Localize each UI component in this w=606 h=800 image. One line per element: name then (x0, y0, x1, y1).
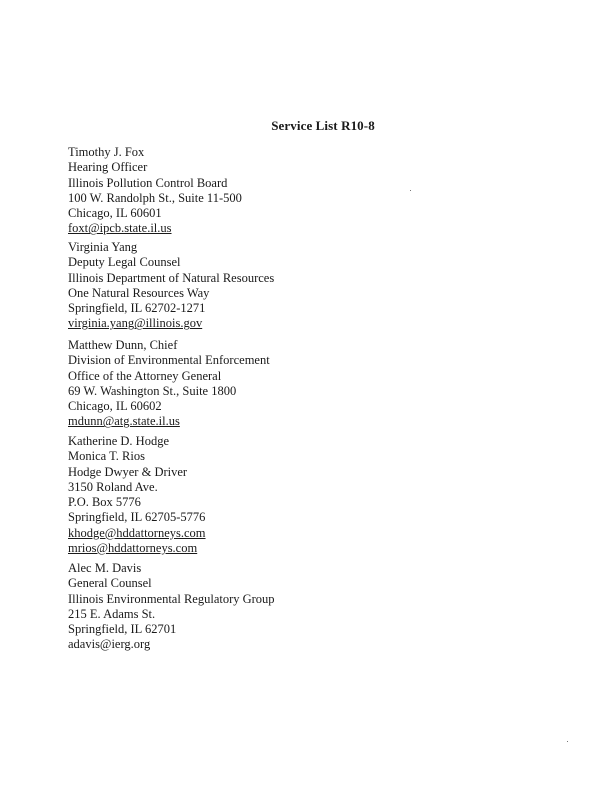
entry-line: Virginia Yang (68, 240, 138, 254)
service-entry-fox (68, 145, 428, 237)
entry-line: 215 E. Adams St. (68, 606, 156, 621)
email-text[interactable]: adavis@ierg.org (68, 637, 151, 652)
entry-line: Illinois Pollution Control Board (68, 175, 228, 190)
service-entry-yang (68, 240, 428, 332)
entry-line: Springfield, IL 62701 (68, 622, 177, 637)
entry-line: Alec M. Davis (68, 561, 142, 575)
entry-line: P.O. Box 5776 (68, 495, 141, 510)
title-text: Service List R10-8 (271, 118, 375, 133)
entry-line: Chicago, IL 60602 (68, 399, 162, 414)
service-entry-hodge (68, 434, 428, 556)
entry-line: General Counsel (68, 576, 152, 591)
email-link[interactable]: mrios@hddattorneys.com (68, 541, 198, 556)
email-link[interactable]: mdunn@atg.state.il.us (68, 414, 180, 429)
entry-line: Katherine D. Hodge (68, 434, 170, 448)
entry-line: Deputy Legal Counsel (68, 255, 181, 270)
entry-line: 69 W. Washington St., Suite 1800 (68, 383, 237, 398)
entry-line: Chicago, IL 60601 (68, 206, 162, 221)
entry-line: Springfield, IL 62705-5776 (68, 510, 206, 525)
entry-line: 3150 Roland Ave. (68, 479, 158, 494)
service-entry-dunn (68, 338, 428, 430)
email-link[interactable]: foxt@ipcb.state.il.us (68, 221, 172, 236)
email-link[interactable]: khodge@hddattorneys.com (68, 525, 206, 540)
entry-line: Hodge Dwyer & Driver (68, 464, 188, 479)
entry-line: Monica T. Rios (68, 449, 145, 464)
service-entry-davis (68, 561, 428, 653)
email-link[interactable]: virginia.yang@illinois.gov (68, 316, 203, 331)
entry-line: 100 W. Randolph St., Suite 11-500 (68, 190, 242, 205)
entry-line: Office of the Attorney General (68, 368, 222, 383)
entry-line: Illinois Environmental Regulatory Group (68, 591, 275, 606)
document-title (0, 118, 606, 134)
entry-line: Division of Environmental Enforcement (68, 353, 270, 368)
scan-speck (410, 190, 411, 191)
scan-speck (567, 741, 568, 742)
entry-line: Hearing Officer (68, 160, 148, 175)
entry-line: Springfield, IL 62702-1271 (68, 301, 206, 316)
entry-line: Timothy J. Fox (68, 145, 145, 159)
entry-line: Matthew Dunn, Chief (68, 338, 178, 352)
entry-line: Illinois Department of Natural Resources (68, 270, 275, 285)
entry-line: One Natural Resources Way (68, 285, 210, 300)
